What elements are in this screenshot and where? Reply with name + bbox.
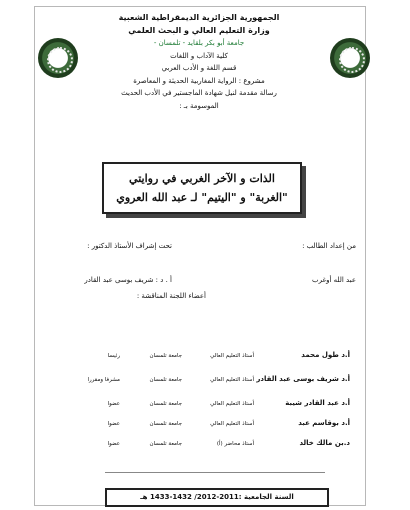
member-role: رئيسا [107, 353, 120, 359]
committee-member-row [40, 418, 350, 432]
member-role: عضوا [107, 421, 120, 427]
header-line-university: جامعة أبو بكر بلقايد - تلمسان - [153, 39, 245, 47]
supervisor-name: أ . د : شريف بوسى عبد القادر [84, 276, 172, 284]
member-rank: أستاذ التعليم العالي [210, 421, 254, 427]
member-university: جامعة تلمسان [149, 401, 182, 407]
member-rank: أستاذ التعليم العالي [210, 377, 254, 383]
header-line-republic: الجمهورية الجزائرية الديمقراطية الشعبية [118, 13, 280, 22]
thesis-title-box [102, 162, 302, 214]
header-line-thesis: رسالة مقدمة لنيل شهادة الماجستير في الأدب الحديث [121, 89, 277, 97]
header-line-faculty: كلية الآداب و اللغات [170, 51, 228, 60]
committee-label: أعضاء اللجنة المناقشة : [136, 292, 206, 300]
divider-line [105, 472, 325, 473]
header-line-titled: الموسومة بـ : [179, 101, 219, 110]
member-rank: أستاذ التعليم العالي [210, 353, 254, 359]
member-university: جامعة تلمسان [149, 353, 182, 359]
committee-member-row [40, 374, 350, 388]
supervisor-label: تحت إشراف الأستاذ الدكتور : [87, 242, 172, 250]
header-line-ministry: وزارة التعليم العالي و البحث العلمي [128, 25, 270, 35]
member-university: جامعة تلمسان [149, 421, 182, 427]
academic-year-box [105, 488, 329, 507]
academic-year: السنة الجامعية :2011-2012/ 1432-1433 هـ [140, 493, 294, 501]
member-name: أ.د بوقاسم عبد [298, 419, 350, 427]
student-label: من إعداد الطالب : [302, 242, 356, 250]
member-name: أ.د شريف بوسى عبد القادر [256, 375, 350, 383]
member-rank: أستاذ محاضر (أ) [216, 441, 254, 447]
member-role: عضوا [107, 441, 120, 447]
header-line-project: مشروع : الرواية المغاربية الحديثة و المعاصرة [133, 76, 265, 85]
thesis-title-line-2: "الغربة" و "اليتيم" لـ عبد الله العروي [116, 191, 288, 204]
member-role: عضوا [107, 401, 120, 407]
member-name: د.بن مالك خالد [299, 439, 350, 447]
committee-member-row [40, 398, 350, 412]
student-name: عبد الله أوغرب [312, 276, 356, 284]
member-rank: أستاذ التعليم العالي [210, 401, 254, 407]
header-block [60, 12, 338, 112]
header-line-department: قسم اللغة و الأدب العربي [161, 64, 237, 72]
member-name: أ.د طول محمد [301, 351, 350, 359]
committee-member-row [40, 350, 350, 364]
committee-member-row [40, 438, 350, 452]
member-university: جامعة تلمسان [149, 441, 182, 447]
member-role: مشرفا ومقررا [87, 377, 120, 383]
thesis-title-line-1: الذات و الآخر الغربي في روايتي [129, 172, 275, 185]
member-university: جامعة تلمسان [149, 377, 182, 383]
member-name: أ.د عبد القادر شيبة [285, 399, 350, 407]
